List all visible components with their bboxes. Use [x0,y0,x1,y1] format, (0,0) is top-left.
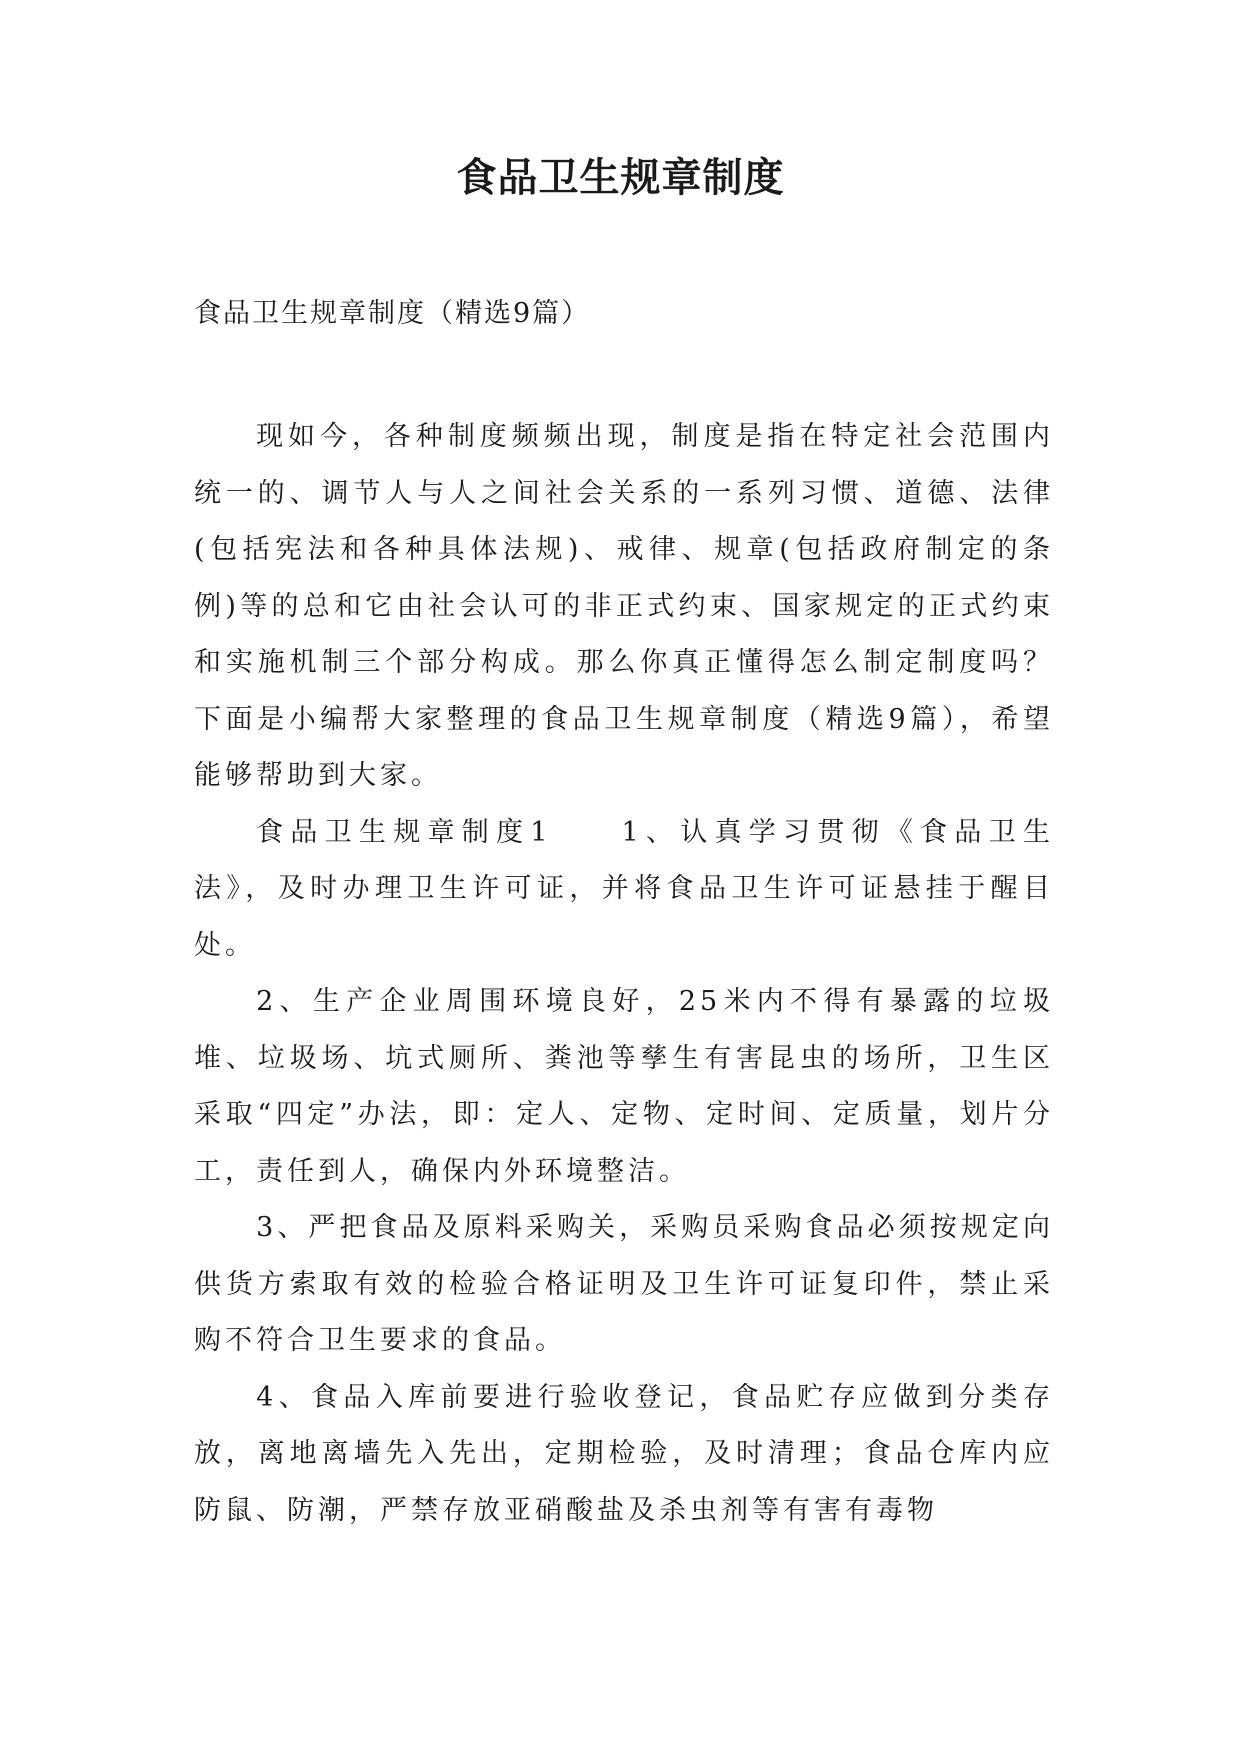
item-2-paragraph: 2、生产企业周围环境良好，25米内不得有暴露的垃圾堆、垃圾场、坑式厕所、粪池等孳生有害昆虫的场所，卫生区采取“四定”办法，即：定人、定物、定时间、定质量，划片分工，责任到人，确保内外环境整洁。 [194,986,1054,1187]
intro-paragraph: 现如今，各种制度频频出现，制度是指在特定社会范围内统一的、调节人与人之间社会关系的一系列习惯、道德、法律(包括宪法和各种具体法规)、戒律、规章(包括政府制定的条例)等的总和它由社会认可的非正式约束、国家规定的正式约束和实施机制三个部分构成。那么你真正懂得怎么制定制度吗？下面是小编帮大家整理的食品卫生规章制度（精选9篇），希望能够帮助到大家。 [194,421,1054,791]
item-1-text: 1、认真学习贯彻《食品卫生法》，及时办理卫生许可证，并将食品卫生许可证悬挂于醒目处。 [194,816,1054,961]
item-4-paragraph: 4、食品入库前要进行验收登记，食品贮存应做到分类存放，离地离墙先入先出，定期检验，及时清理；食品仓库内应防鼠、防潮，严禁存放亚硝酸盐及杀虫剂等有害有毒物 [194,1381,1054,1526]
document-body [194,409,1054,1539]
section-1-heading: 食品卫生规章制度1 [256,816,552,848]
document-title: 食品卫生规章制度 [456,155,785,201]
item-3-paragraph: 3、严把食品及原料采购关，采购员采购食品必须按规定向供货方索取有效的检验合格证明及卫生许可证复印件，禁止采购不符合卫生要求的食品。 [194,1212,1054,1356]
section-1-paragraph [194,805,1054,975]
document-subtitle: 食品卫生规章制度（精选9篇） [194,298,591,329]
